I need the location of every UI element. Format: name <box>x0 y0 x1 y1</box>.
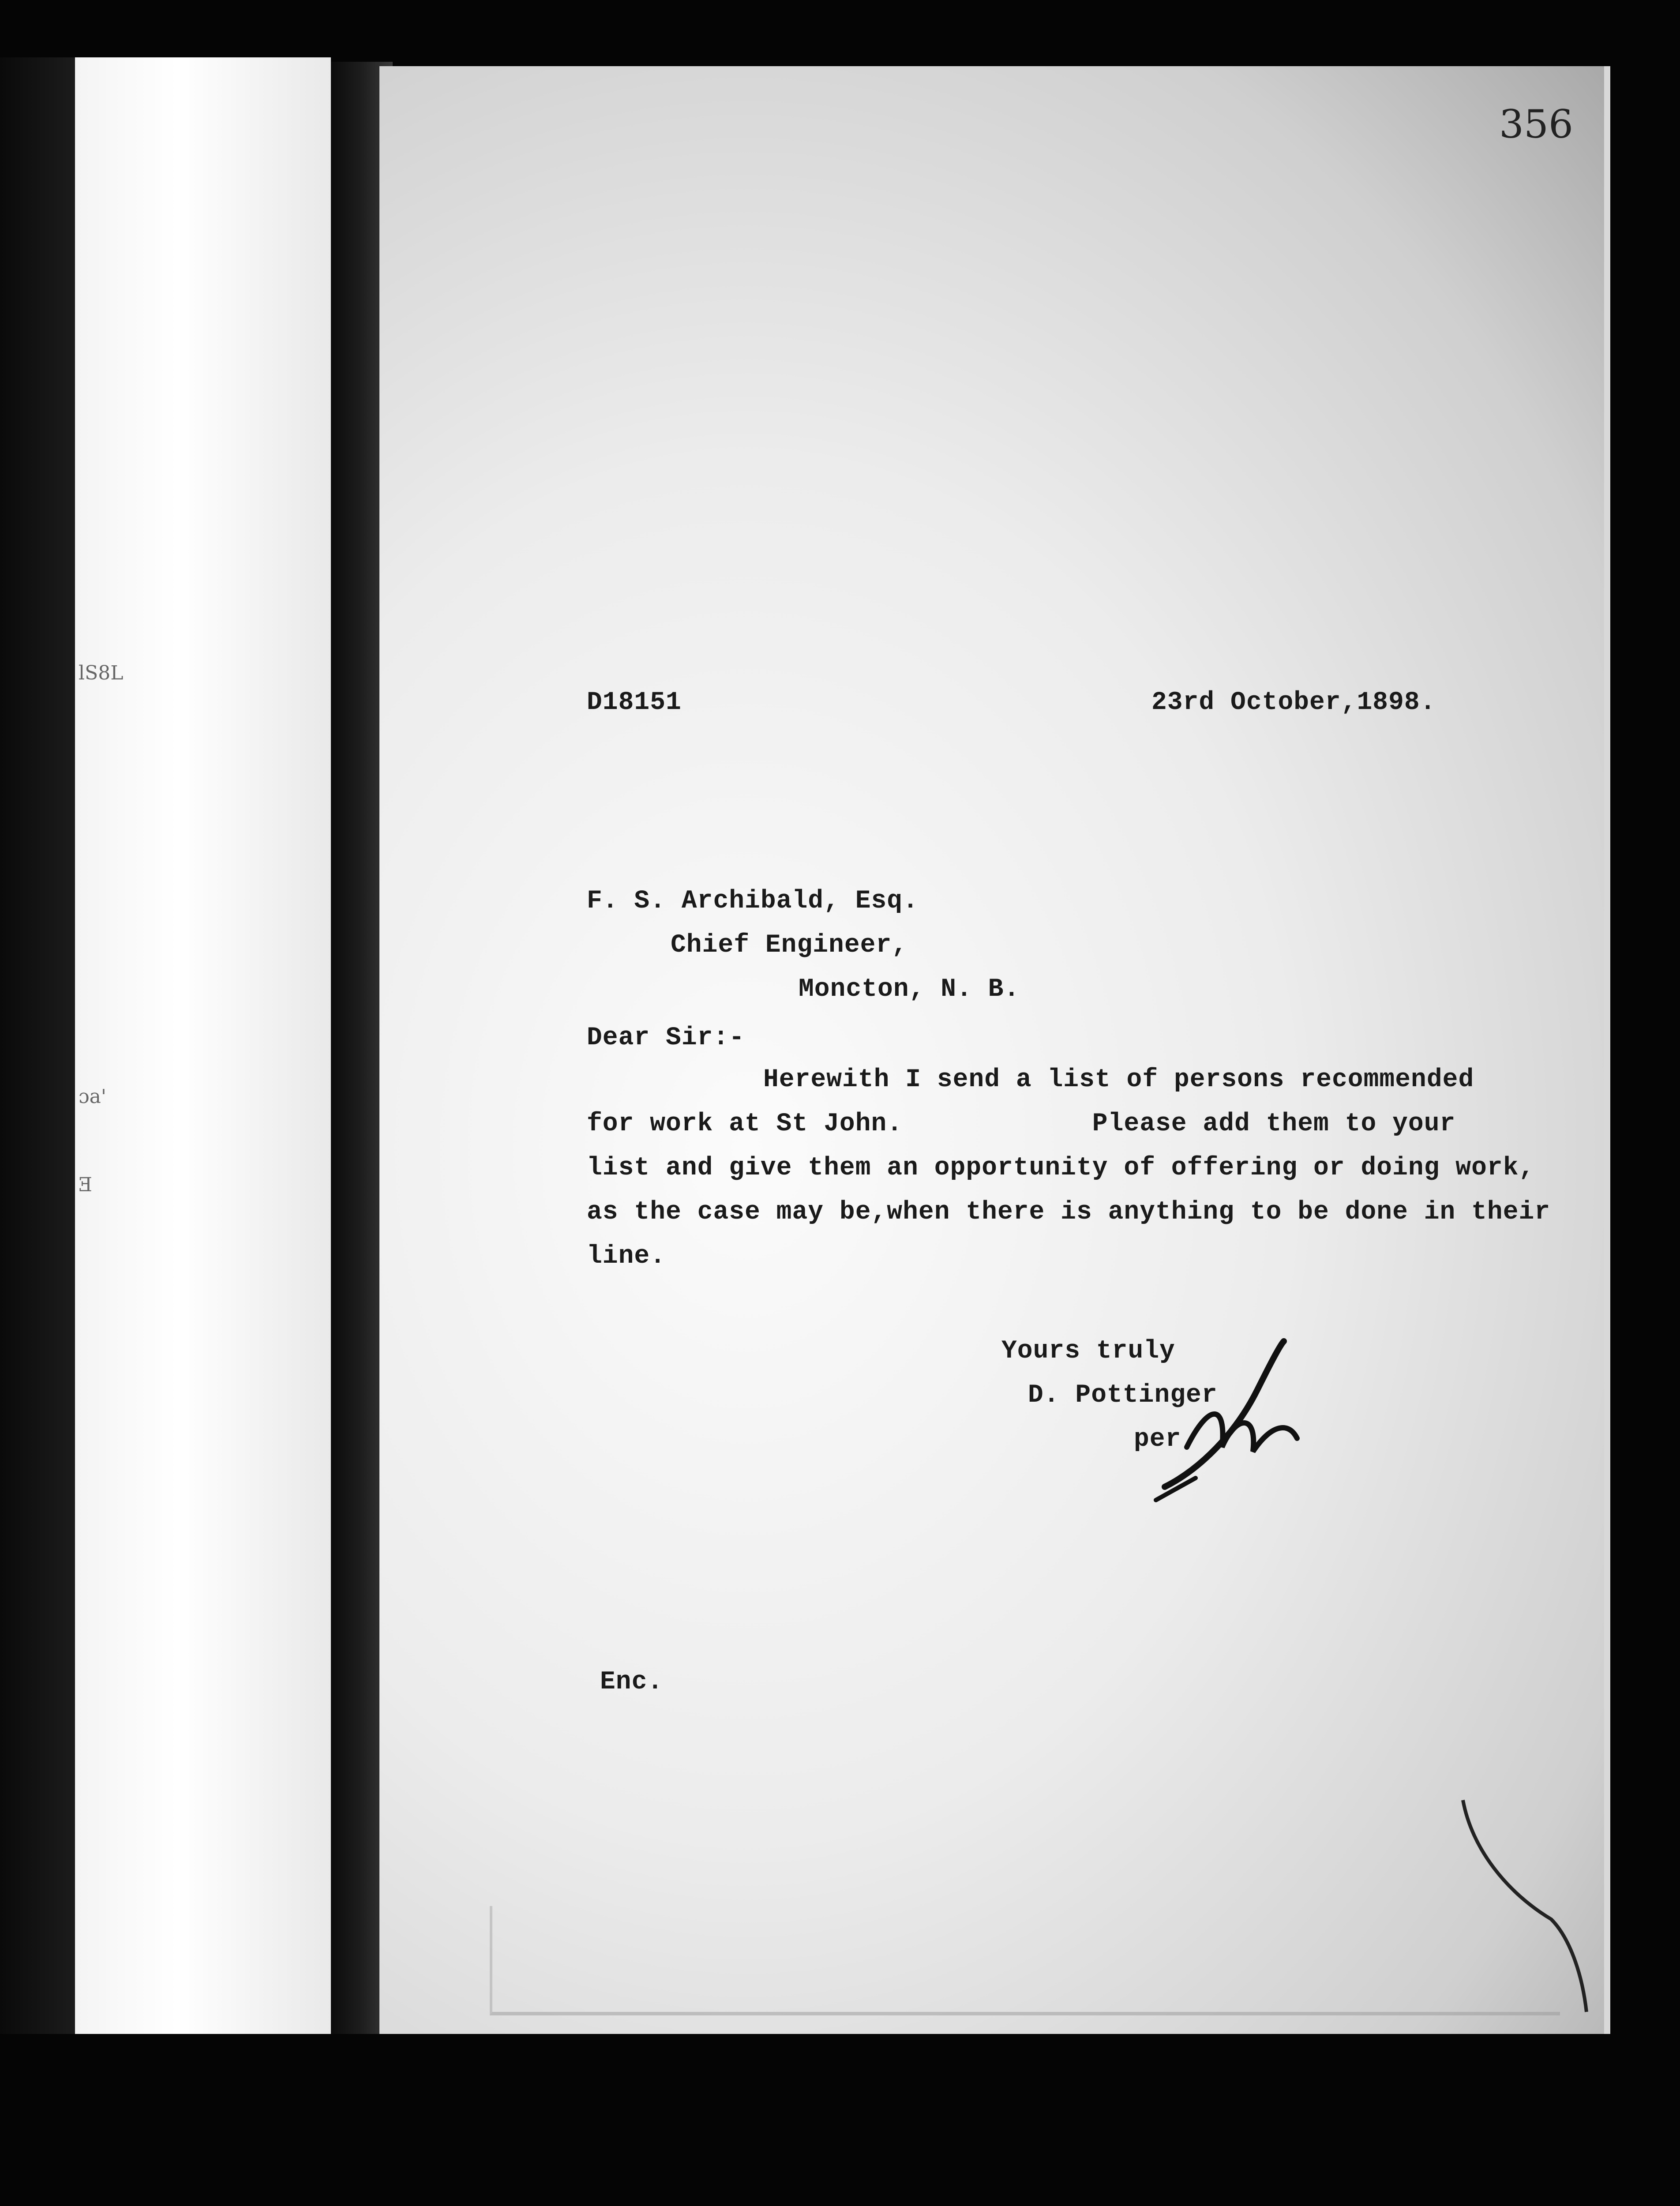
per-label: per <box>1134 1425 1181 1454</box>
enclosure-note: Enc. <box>600 1668 664 1696</box>
closing: Yours truly <box>1001 1337 1175 1366</box>
book-spine-shadow <box>0 57 77 2034</box>
file-number: D18151 <box>587 688 682 717</box>
left-page-mark: ɔa' <box>79 1085 106 1108</box>
page-curl-mark <box>1454 1796 1595 2016</box>
handwritten-signature <box>1147 1337 1324 1513</box>
body-line: Herewith I send a list of persons recommended <box>763 1065 1474 1094</box>
body-line: for work at St John. Please add them to your <box>587 1110 1456 1138</box>
letter-page <box>379 66 1610 2034</box>
body-line: list and give them an opportunity of offering or doing work, <box>587 1154 1535 1182</box>
page-edge <box>490 1906 1560 2015</box>
address-line: Chief Engineer, <box>671 931 908 960</box>
left-page <box>75 57 331 2034</box>
address-line: F. S. Archibald, Esq. <box>587 887 919 915</box>
salutation: Dear Sir:- <box>587 1024 745 1052</box>
left-page-mark: lS8L <box>79 662 124 684</box>
address-line: Moncton, N. B. <box>799 975 1020 1004</box>
page-number: 356 <box>1499 101 1573 147</box>
left-page-mark: Ǝ <box>79 1174 93 1196</box>
body-line: line. <box>587 1242 666 1271</box>
body-line: as the case may be,when there is anything to be done in their <box>587 1198 1551 1227</box>
signatory: D. Pottinger <box>1028 1381 1218 1410</box>
letter-date: 23rd October,1898. <box>1151 688 1436 717</box>
